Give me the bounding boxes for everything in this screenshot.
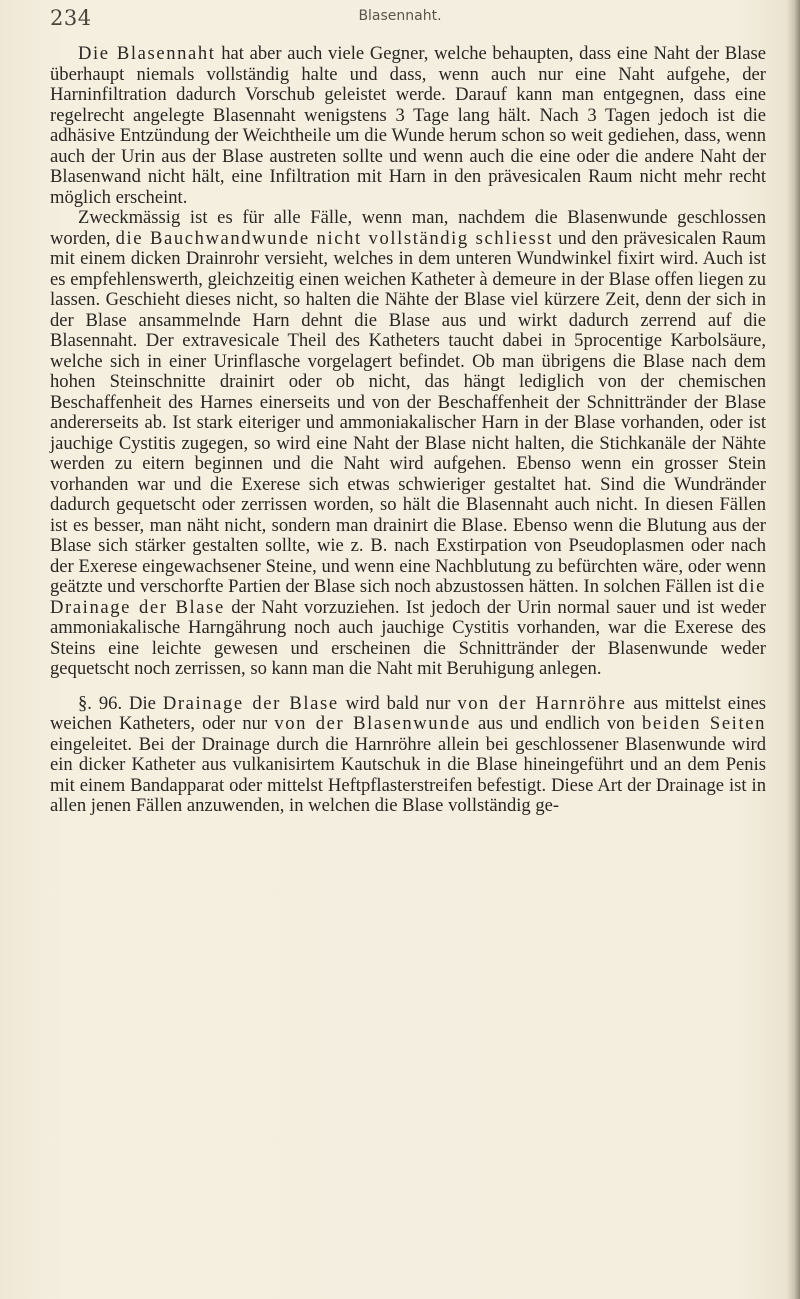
page-number: 234 [50,6,92,30]
text-run: wird bald nur [338,692,458,714]
emphasized-text: die Drainage der Blase [50,576,766,618]
text-run: und den prävesicalen Raum mit einem dicken Drainrohr versieht, welches in dem unteren Wundwinkel fixirt wird. Auch ist es empfehlenswerth, gleichzeitig einen weichen Katheter à demeure in der Blase offen liegen zu lassen. Geschieht dieses nicht, so halten die Nähte der Blase viel kürzere Zeit, denn der sich in der Blase ansammelnde Harn dehnt die Blase aus und wirkt dadurch zerrend auf die Blasennaht. Der extravesicale Theil des Katheters taucht dabei in 5procentige Karbolsäure, welche sich in einer Urinflasche vorgelagert befindet. Ob man übrigens die Blase nach dem hohen Steinschnitte drainirt oder ob nicht, das hängt lediglich von der chemischen Beschaffenheit des Harnes einerseits und von der Beschaffenheit der Schnittränder der Blase andererseits ab. Ist stark eiteriger und ammoniakalischer Harn in der Blase vorhanden, oder ist jauchige Cystitis zugegen, so wird eine Naht der Blase nicht halten, die Stichkanäle der Nähte werden zu eitern beginnen und die Naht wird aufgehen. Ebenso wenn ein grosser Stein vorhanden war und die Exerese sich etwas schwieriger gestaltet hat. Sind die Wundränder dadurch gequetscht oder zerrissen worden, so hält die Blasennaht auch nicht. In diesen Fällen ist es besser, man näht nicht, sondern man drainirt die Blase. Ebenso wenn die Blutung aus der Blase sich stärker gestalten sollte, wie z. B. nach Exstirpation von Pseudoplasmen oder nach der Exerese eingewachsener Steine, und wenn eine Nachblutung zu befürchten wäre, oder wenn geätzte und verschorfte Partien der Blase sich noch abzustossen hätten. In solchen Fällen ist [50,227,766,597]
emphasized-text: Die Blasennaht [78,43,216,64]
emphasized-text: von der Harnröhre [457,692,627,714]
emphasized-text: Drainage der Blase [162,692,339,714]
emphasized-text: von der Blasenwunde [274,713,471,734]
text-run: aus und endlich von [470,713,642,734]
paragraph-section-96-drainage [50,694,766,817]
page-header [50,6,750,32]
text-run: eingeleitet. Bei der Drainage durch die Harnröhre allein bei geschlossener Blasenwunde wird ein dicker Katheter aus vulkanisirtem Kautschuk in die Blase hineingeführt und an dem Penis mit einem Bandapparat oder mittelst Heftpflasterstreifen befestigt. Diese Art der Drainage ist in allen jenen Fällen anzuwenden, in welchen die Blase vollständig ge- [50,733,766,816]
text-run: aus mittelst eines weichen Katheters, oder nur [50,692,767,734]
text-run: §. 96. Die [78,692,163,714]
paragraph-zweckmaessig [50,208,766,680]
running-title: Blasennaht. [358,8,442,24]
body-text [50,44,766,817]
paragraph-gap [50,680,766,694]
text-run: hat aber auch viele Gegner, welche behaupten, dass eine Naht der Blase überhaupt niemals vollständig halte und dass, wenn auch nur eine Naht aufgehe, der Harninfiltration dadurch Vorschub geleistet werde. Darauf kann man entgegnen, dass eine regelrecht angelegte Blasennaht wenigstens 3 Tage lang hält. Nach 3 Tagen jedoch ist die adhäsive Entzündung der Weichtheile um die Wunde herum schon so weit gediehen, dass, wenn auch der Urin aus der Blase austreten sollte und wenn auch die eine oder die andere Naht der Blasenwand nicht hält, eine Infiltration mit Harn in den prävesicalen Raum nicht mehr recht möglich erscheint. [50,43,767,208]
page-edge-shadow [786,0,800,1299]
emphasized-text: beiden Seiten [641,713,766,734]
paragraph-blasennaht-gegner [50,44,766,208]
emphasized-text: die Bauchwandwunde nicht vollständig schliesst [115,227,554,249]
text-run: Zweckmässig ist es für alle Fälle, wenn man, nachdem die Blasenwunde geschlossen worden, [50,207,766,249]
text-run: der Naht vorzuziehen. Ist jedoch der Urin normal sauer und ist weder ammoniakalische Harngährung noch auch jauchige Cystitis vorhanden, war die Exerese des Steins eine leichte gewesen und erscheinen die Schnittränder der Blasenwunde weder gequetscht noch zerrissen, so kann man die Naht mit Beruhigung anlegen. [50,596,766,679]
